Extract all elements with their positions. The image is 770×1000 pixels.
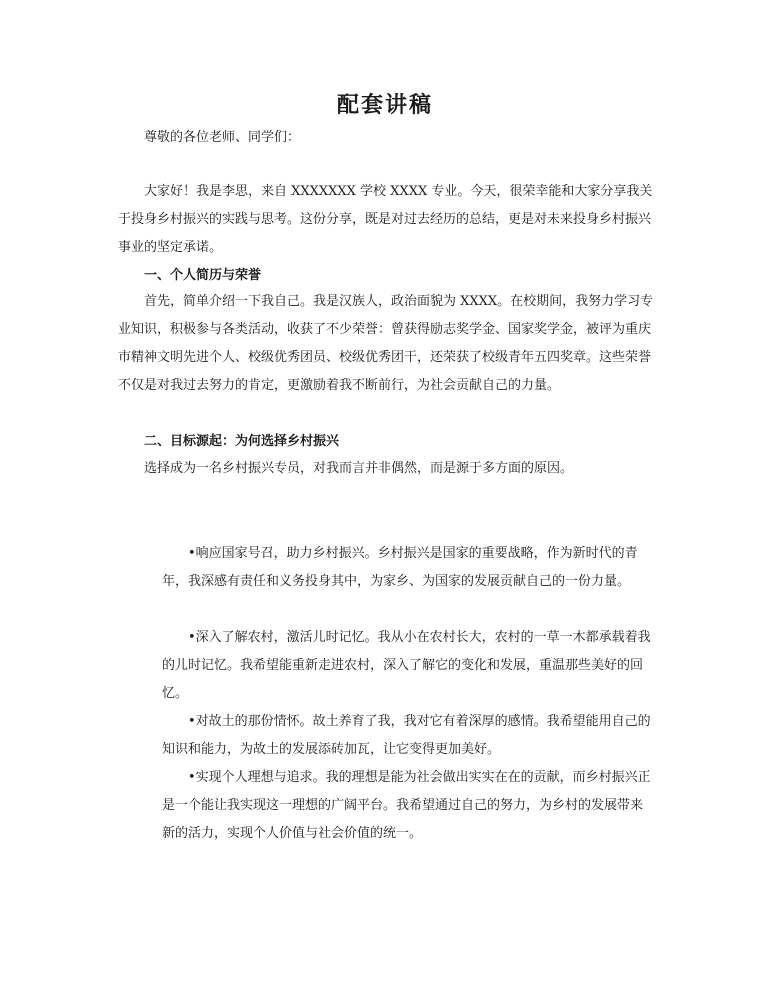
bullet-item bbox=[162, 708, 652, 764]
bullet-item bbox=[162, 624, 652, 708]
bullet-text: 实现个人理想与追求。我的理想是能为社会做出实实在在的贡献，而乡村振兴正是一个能让我实现这一理想的广阔平台。我希望通过自己的努力，为乡村的发展带来新的活力，实现个人价值与社会价值的统一。 bbox=[162, 770, 651, 841]
bullet-item bbox=[162, 540, 652, 596]
resume-paragraph: 首先，简单介绍一下我自己。我是汉族人，政治面貌为 XXXX。在校期间，我努力学习专业知识，积极参与各类活动，收获了不少荣誉：曾获得励志奖学金、国家奖学金，被评为重庆市精神文明先进个人、校级优秀团员、校级优秀团干，还荣获了校级青年五四奖章。这些荣誉不仅是对我过去努力的肯定，更激励着我不断前行，为社会贡献自己的力量。 bbox=[118, 294, 654, 393]
bullet-dot-icon: • bbox=[188, 546, 196, 561]
document-title: 配套讲稿 bbox=[336, 92, 433, 118]
bullet-text: 深入了解农村，激活儿时记忆。我从小在农村长大，农村的一草一木都承载着我的儿时记忆。我希望能重新走进农村，深入了解它的变化和发展，重温那些美好的回忆。 bbox=[162, 630, 651, 701]
intro-paragraph: 大家好！我是李思，来自 XXXXXXX 学校 XXXX 专业。今天，很荣幸能和大家分享我关于投身乡村振兴的实践与思考。这份分享，既是对过去经历的总结，更是对未来投身乡村振兴事业的坚定承诺。 bbox=[118, 184, 653, 255]
motivation-paragraph: 选择成为一名乡村振兴专员，对我而言并非偶然，而是源于多方面的原因。 bbox=[144, 461, 574, 476]
salutation: 尊敬的各位老师、同学们： bbox=[144, 130, 301, 145]
bullet-dot-icon: • bbox=[188, 770, 196, 785]
section-heading-motivation: 二、目标源起：为何选择乡村振兴 bbox=[144, 434, 340, 449]
bullet-dot-icon: • bbox=[188, 714, 196, 729]
bullet-text: 对故土的那份情怀。故土养育了我，我对它有着深厚的感情。我希望能用自己的知识和能力，为故土的发展添砖加瓦，让它变得更加美好。 bbox=[162, 714, 651, 757]
section-heading-resume: 一、个人简历与荣誉 bbox=[144, 268, 262, 283]
bullet-text: 响应国家号召，助力乡村振兴。乡村振兴是国家的重要战略，作为新时代的青年，我深感有责任和义务投身其中，为家乡、为国家的发展贡献自己的一份力量。 bbox=[162, 546, 638, 589]
bullet-dot-icon: • bbox=[188, 630, 196, 645]
bullet-item bbox=[162, 764, 652, 848]
